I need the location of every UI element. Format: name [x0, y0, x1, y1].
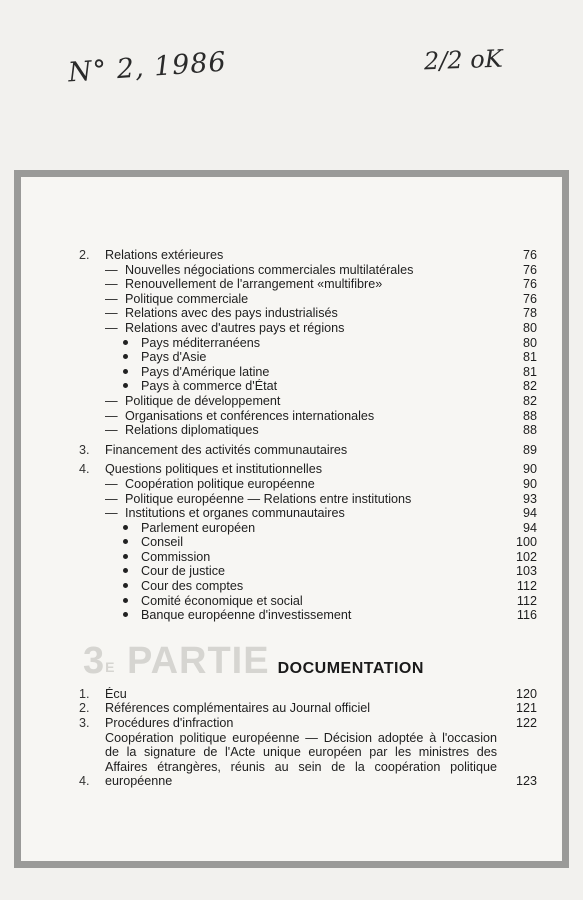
toc-bullet-item — [79, 521, 537, 536]
item-number: 4. — [79, 774, 90, 789]
item-title: Cour des comptes — [141, 579, 244, 594]
page-number: 116 — [516, 608, 537, 623]
section-number: 2. — [79, 248, 90, 262]
toc-bullet-item — [79, 379, 537, 394]
item-title: Conseil — [141, 535, 183, 550]
page-number: 90 — [522, 462, 537, 477]
item-title: Commission — [141, 549, 211, 564]
toc-bullet-item — [79, 535, 537, 550]
handwritten-ok-note: 2/2 oK — [423, 44, 504, 76]
page-number: 93 — [522, 491, 537, 506]
toc-section-2 — [79, 248, 537, 263]
documentation-item — [79, 701, 537, 716]
toc-sub-item — [79, 263, 537, 278]
section-title: Financement des activités communautaires — [105, 442, 348, 457]
part-heading — [83, 641, 537, 681]
documentation-item — [79, 687, 537, 702]
toc-sub-item — [79, 277, 537, 292]
toc-bullet-item — [79, 350, 537, 365]
page-number: 78 — [522, 306, 537, 321]
toc-bullet-item — [79, 336, 537, 351]
item-title: — Relations avec d'autres pays et régions — [105, 321, 497, 336]
toc-sub-item — [79, 423, 537, 438]
toc-section-4 — [79, 462, 537, 477]
item-title: Cour de justice — [141, 564, 225, 579]
page-number: 76 — [522, 248, 537, 262]
toc-sub-item — [79, 506, 537, 521]
item-title: — Institutions et organes communautaires — [105, 506, 497, 521]
item-title: Écu — [105, 686, 127, 701]
toc-bullet-item — [79, 564, 537, 579]
page-number: 90 — [522, 476, 537, 491]
toc-bullet-item — [79, 365, 537, 380]
page-number: 112 — [516, 579, 537, 594]
part-label — [83, 641, 270, 681]
page-number: 82 — [522, 379, 537, 394]
toc-sub-item — [79, 492, 537, 507]
handwritten-issue-note: N° 2, 1986 — [67, 46, 228, 89]
part-suffix: E — [105, 658, 116, 675]
item-title: Références complémentaires au Journal officiel — [105, 701, 371, 716]
page-number: 121 — [515, 701, 537, 716]
page-number: 88 — [522, 423, 537, 438]
page-number: 80 — [522, 335, 537, 350]
item-title: — Relations diplomatiques — [105, 423, 497, 438]
toc-bullet-item — [79, 594, 537, 609]
item-title: Pays méditerranéens — [141, 335, 261, 350]
page-number: 103 — [515, 564, 537, 579]
page-number: 81 — [522, 364, 537, 379]
toc-sub-item — [79, 409, 537, 424]
page-number: 100 — [515, 535, 537, 550]
toc-sub-item — [79, 306, 537, 321]
page-number: 123 — [515, 774, 537, 789]
toc-sub-item — [79, 477, 537, 492]
item-title: Pays d'Asie — [141, 350, 207, 365]
item-title: Banque européenne d'investissement — [141, 608, 352, 623]
section-number: 4. — [79, 462, 90, 477]
page-number: 76 — [522, 291, 537, 306]
item-title: — Politique commerciale — [105, 292, 497, 307]
page-number: 81 — [522, 350, 537, 365]
item-title: — Nouvelles négociations commerciales multilatérales — [105, 263, 497, 278]
item-title: — Coopération politique européenne — [105, 477, 497, 492]
part-title: DOCUMENTATION — [277, 659, 424, 677]
toc-sub-item — [79, 321, 537, 336]
item-number: 3. — [79, 716, 90, 731]
page-number: 82 — [522, 393, 537, 408]
toc-bullet-item — [79, 608, 537, 623]
item-number: 2. — [79, 701, 90, 716]
part-word: PARTIE — [127, 639, 270, 682]
documentation-item — [79, 731, 537, 789]
table-of-contents — [79, 248, 537, 789]
page-number: 112 — [516, 593, 537, 608]
section-title: Relations extérieures — [105, 248, 224, 262]
toc-sub-item — [79, 394, 537, 409]
documentation-item — [79, 716, 537, 731]
page-number: 94 — [522, 520, 537, 535]
item-title: — Organisations et conférences internationales — [105, 409, 497, 424]
page-number: 89 — [522, 442, 537, 457]
item-title: Procédures d'infraction — [105, 716, 234, 731]
item-title: — Politique de développement — [105, 394, 497, 409]
page-number: 94 — [522, 506, 537, 521]
page-number: 122 — [515, 716, 537, 731]
page-number: 80 — [522, 320, 537, 335]
section-number: 3. — [79, 442, 90, 457]
page-number: 76 — [522, 262, 537, 277]
item-number: 1. — [79, 686, 90, 701]
part-number: 3 — [83, 639, 106, 682]
page-number: 76 — [522, 277, 537, 292]
section-title: Questions politiques et institutionnelles — [105, 462, 323, 477]
page-number: 88 — [522, 408, 537, 423]
contents-frame — [14, 170, 569, 868]
toc-bullet-item — [79, 550, 537, 565]
item-title: — Politique européenne — Relations entre institutions — [105, 492, 497, 507]
toc-bullet-item — [79, 579, 537, 594]
item-title: — Relations avec des pays industrialisés — [105, 306, 497, 321]
toc-sub-item — [79, 292, 537, 307]
page-number: 102 — [515, 549, 537, 564]
toc-section-3 — [79, 443, 537, 458]
item-title: Pays d'Amérique latine — [141, 364, 270, 379]
item-title: Pays à commerce d'État — [141, 379, 278, 394]
item-title: Comité économique et social — [141, 593, 303, 608]
item-title: — Renouvellement de l'arrangement «multifibre» — [105, 277, 497, 292]
item-title: Coopération politique européenne — Décision adoptée à l'occasion de la signature de l'Acte unique européen par les ministres des Affaires étrangères, réunis au sein de la coopération politique européenne — [105, 730, 497, 789]
item-title: Parlement européen — [141, 520, 256, 535]
page-number: 120 — [515, 686, 537, 701]
